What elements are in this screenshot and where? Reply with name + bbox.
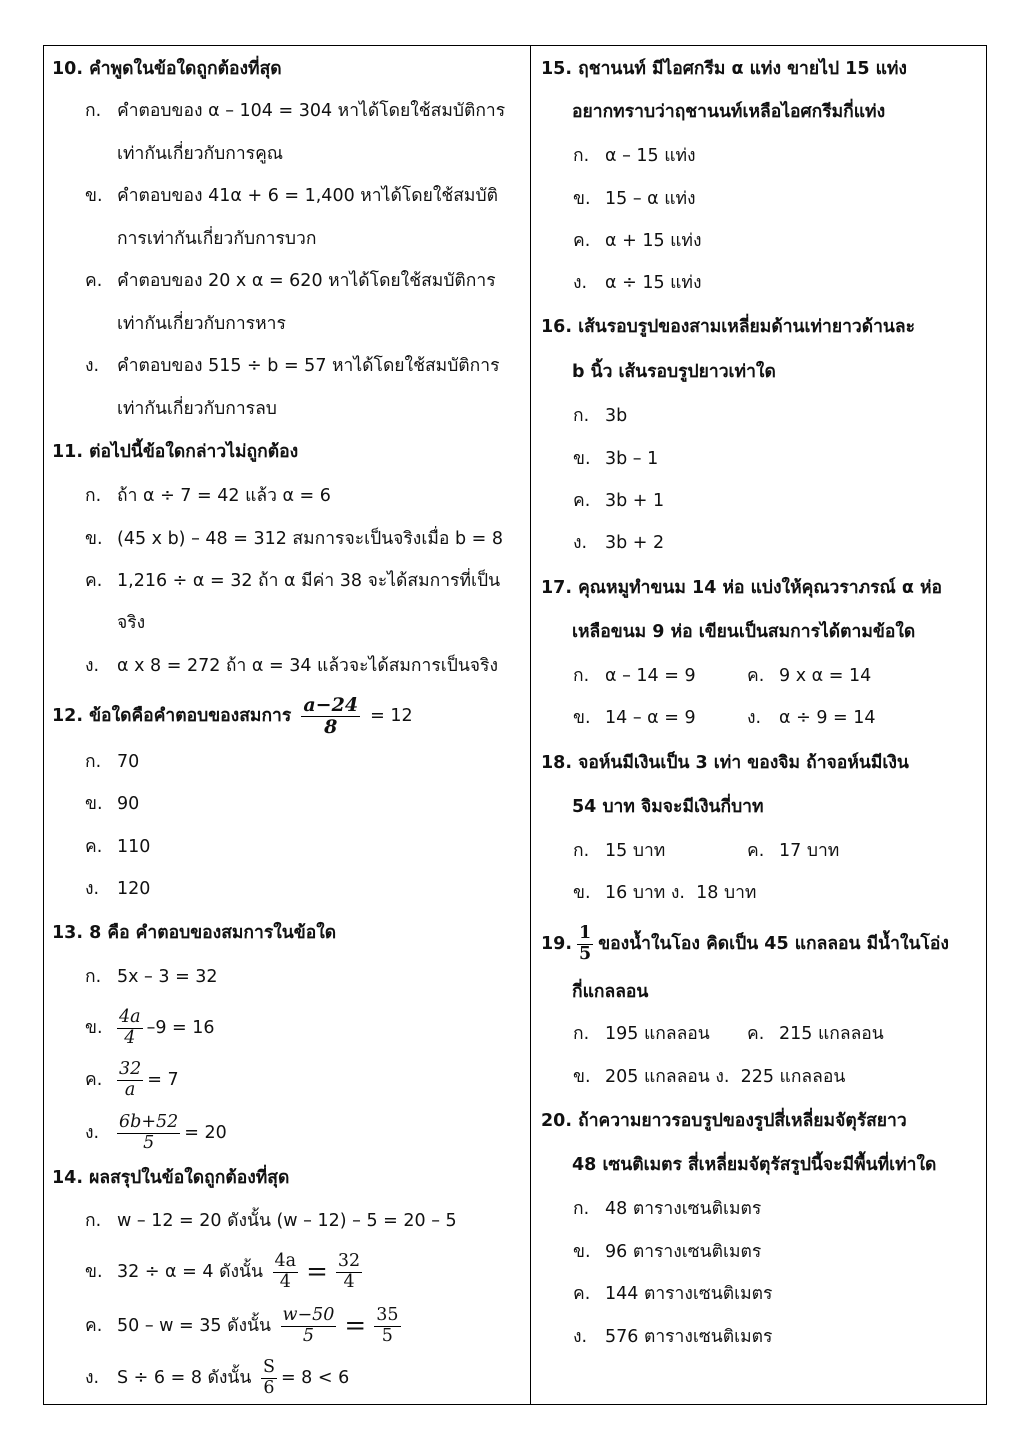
- option-text: α + 15 แท่ง: [605, 231, 702, 251]
- q15-title: 15. ฤชานนท์ มีไอศกรีม α แท่ง ขายไป 15 แท่ง: [541, 59, 907, 79]
- option-label: ง.: [715, 1067, 730, 1087]
- q16-title: 16. เส้นรอบรูปของสามเหลี่ยมด้านเท่ายาวด้านละ: [541, 317, 916, 337]
- q10-option-c-cont: เท่ากันเกี่ยวกับการหาร: [117, 314, 286, 334]
- q11-option-b: [85, 527, 503, 551]
- q12-option-d: [85, 877, 150, 901]
- q12-title: 12. ข้อใดคือคำตอบของสมการ: [52, 706, 292, 726]
- q19-option-b: [573, 1065, 845, 1089]
- option-text: 50 – w = 35 ดังนั้น: [117, 1316, 271, 1336]
- q13-option-d: [85, 1105, 227, 1161]
- option-text: 48 ตารางเซนติเมตร: [605, 1199, 762, 1219]
- q11-option-a: [85, 484, 331, 508]
- option-label: ง.: [573, 533, 588, 553]
- q16-option-c: [573, 489, 664, 513]
- option-text: 17 บาท: [779, 841, 840, 861]
- option-label: ก.: [573, 146, 590, 166]
- fraction-numerator: 32: [119, 1059, 142, 1080]
- fraction-denominator: a: [124, 1079, 136, 1100]
- option-label: ข.: [573, 883, 591, 903]
- option-label: ก.: [85, 752, 102, 772]
- option-text: 14 – α = 9: [605, 708, 696, 728]
- q17-option-d: [747, 706, 876, 730]
- option-text: –9 = 16: [146, 1018, 215, 1038]
- option-text: = 7: [147, 1070, 179, 1090]
- q15-option-b: [573, 187, 696, 211]
- fraction-denominator: 4: [124, 1027, 136, 1048]
- option-text: 120: [117, 879, 151, 899]
- fraction-denominator: 5: [143, 1132, 155, 1153]
- q19-option-a: [573, 1022, 710, 1046]
- option-fraction: [117, 1008, 143, 1048]
- option-text: w – 12 = 20 ดังนั้น (w – 12) – 5 = 20 – 5: [117, 1211, 457, 1231]
- q17-title-cont: เหลือขนม 9 ห่อ เขียนเป็นสมการได้ตามข้อใด: [572, 622, 916, 642]
- option-text: α x 8 = 272 ถ้า α = 34 แล้วจะได้สมการเป็นจริง: [117, 656, 498, 676]
- option-label: ก.: [573, 841, 590, 861]
- fraction-numerator: 1: [579, 923, 592, 944]
- q17-title: 17. คุณหมูทำขนม 14 ห่อ แบ่งให้คุณวราภรณ์ α ห่อ: [541, 578, 943, 598]
- q19-number: 19.: [541, 934, 573, 954]
- option-text: = 20: [184, 1123, 227, 1143]
- option-text: 9 x α = 14: [779, 666, 872, 686]
- fraction-denominator: 5: [302, 1325, 315, 1346]
- option-label: ข.: [85, 529, 103, 549]
- option-label: ง.: [85, 1368, 100, 1388]
- option-text: 5x – 3 = 32: [117, 967, 218, 987]
- q20-option-d: [573, 1325, 772, 1349]
- q10-option-b-cont: การเท่ากันเกี่ยวกับการบวก: [117, 229, 317, 249]
- q16-title-cont: b นิ้ว เส้นรอบรูปยาวเท่าใด: [572, 362, 776, 382]
- option-text: 576 ตารางเซนติเมตร: [605, 1327, 773, 1347]
- q13-option-c: [85, 1052, 179, 1108]
- q10-option-c: [85, 269, 496, 293]
- option-label: ค.: [573, 231, 591, 251]
- q13-option-b: [85, 1000, 215, 1056]
- q14-option-b: [85, 1244, 366, 1300]
- option-text: 18 บาท: [696, 883, 757, 903]
- q19-fraction: [577, 924, 593, 964]
- fraction-denominator: 5: [579, 943, 592, 964]
- option-text: ถ้า α ÷ 7 = 42 แล้ว α = 6: [117, 486, 331, 506]
- q10-option-d-cont: เท่ากันเกี่ยวกับการลบ: [117, 399, 277, 419]
- option-text: S ÷ 6 = 8 ดังนั้น: [117, 1368, 252, 1388]
- option-label: ก.: [85, 967, 102, 987]
- option-fraction: [117, 1060, 143, 1100]
- fraction-numerator: w−50: [282, 1305, 335, 1326]
- option-label: ข.: [573, 449, 591, 469]
- option-text: คำตอบของ α – 104 = 304 หาได้โดยใช้สมบัติการ: [117, 101, 506, 121]
- option-label: ง.: [85, 356, 100, 376]
- q14-option-d: [85, 1352, 349, 1404]
- option-text: α – 15 แท่ง: [605, 146, 696, 166]
- option-text: 32 ÷ α = 4 ดังนั้น: [117, 1262, 263, 1282]
- option-fraction: [273, 1252, 299, 1292]
- q19-title-cont: กี่แกลลอน: [572, 982, 649, 1002]
- q10-title: 10. คำพูดในข้อใดถูกต้องที่สุด: [52, 59, 282, 79]
- q19-title-text: ของน้ำในโอง คิดเป็น 45 แกลลอน มีน้ำในโอ่ง: [598, 934, 949, 954]
- q15-option-c: [573, 229, 702, 253]
- option-label: ข.: [85, 1262, 103, 1282]
- equals-sign: =: [344, 1311, 367, 1341]
- option-label: ค.: [85, 1070, 103, 1090]
- option-label: ข.: [573, 189, 591, 209]
- q18-option-c: [747, 839, 839, 863]
- q18-title: 18. จอห์นมีเงินเป็น 3 เท่า ของจิม ถ้าจอห์นมีเงิน: [541, 753, 909, 773]
- option-text: 205 แกลลอน: [605, 1067, 710, 1087]
- fraction-numerator: a−24: [303, 693, 359, 716]
- fraction-numerator: 32: [337, 1251, 361, 1272]
- option-label: ค.: [747, 841, 765, 861]
- option-label: ง.: [573, 1327, 588, 1347]
- q20-option-a: [573, 1197, 761, 1221]
- q19-title: [541, 916, 949, 972]
- option-label: ค.: [85, 271, 103, 291]
- q16-option-a: [573, 404, 627, 428]
- option-label: ค.: [573, 491, 591, 511]
- option-fraction: [336, 1252, 362, 1292]
- q10-option-b: [85, 184, 498, 208]
- q12-option-a: [85, 750, 139, 774]
- column-divider: [530, 45, 531, 1405]
- q14-option-c: [85, 1298, 405, 1354]
- q11-option-c: [85, 569, 500, 593]
- option-text: 3b + 1: [605, 491, 665, 511]
- option-label: ค.: [573, 1284, 591, 1304]
- option-label: ก.: [85, 101, 102, 121]
- q15-option-d: [573, 271, 702, 295]
- q20-option-c: [573, 1282, 772, 1306]
- option-fraction: [261, 1358, 277, 1398]
- fraction-numerator: S: [262, 1357, 275, 1378]
- fraction-denominator: 8: [324, 715, 338, 738]
- option-text: 15 บาท: [605, 841, 666, 861]
- q12-title-row: [52, 690, 413, 742]
- option-text: α – 14 = 9: [605, 666, 696, 686]
- option-text: 144 ตารางเซนติเมตร: [605, 1284, 773, 1304]
- option-label: ก.: [85, 1211, 102, 1231]
- option-text: 96 ตารางเซนติเมตร: [605, 1242, 762, 1262]
- option-label: ข.: [85, 186, 103, 206]
- option-label: ก.: [573, 406, 590, 426]
- q20-title: 20. ถ้าความยาวรอบรูปของรูปสี่เหลี่ยมจัตุรัสยาว: [541, 1111, 907, 1131]
- option-text: คำตอบของ 20 x α = 620 หาได้โดยใช้สมบัติการ: [117, 271, 496, 291]
- q17-option-b: [573, 706, 696, 730]
- q17-option-a: [573, 664, 696, 688]
- option-text: 16 บาท: [605, 883, 666, 903]
- option-text: คำตอบของ 41α + 6 = 1,400 หาได้โดยใช้สมบัติ: [117, 186, 498, 206]
- q11-option-d: [85, 654, 498, 678]
- option-text: 3b: [605, 406, 628, 426]
- q18-title-cont: 54 บาท จิมจะมีเงินกี่บาท: [572, 797, 764, 817]
- option-text: 110: [117, 837, 151, 857]
- fraction-denominator: 6: [263, 1377, 275, 1398]
- q20-title-cont: 48 เซนติเมตร สี่เหลี่ยมจัตุรัสรูปนี้จะมีพื้นที่เท่าใด: [572, 1155, 937, 1175]
- option-label: ข.: [573, 1067, 591, 1087]
- q11-option-c-cont: จริง: [117, 613, 146, 633]
- option-label: ง.: [85, 879, 100, 899]
- option-label: ข.: [573, 708, 591, 728]
- q16-option-d: [573, 531, 664, 555]
- q15-option-a: [573, 144, 696, 168]
- option-text: α ÷ 15 แท่ง: [605, 273, 702, 293]
- option-label: ค.: [85, 1316, 103, 1336]
- q16-option-b: [573, 447, 658, 471]
- option-text: 215 แกลลอน: [779, 1024, 884, 1044]
- option-label: ง.: [747, 708, 762, 728]
- option-text: 90: [117, 794, 140, 814]
- q12-option-b: [85, 792, 139, 816]
- q12-option-c: [85, 835, 150, 859]
- option-label: ก.: [573, 1024, 590, 1044]
- q15-title-cont: อยากทราบว่าฤชานนท์เหลือไอศกรีมกี่แท่ง: [572, 102, 886, 122]
- q10-option-d: [85, 354, 500, 378]
- option-label: ข.: [85, 794, 103, 814]
- option-text: 15 – α แท่ง: [605, 189, 696, 209]
- fraction-denominator: 4: [279, 1271, 291, 1292]
- option-text: 225 แกลลอน: [740, 1067, 846, 1087]
- option-text: 70: [117, 752, 140, 772]
- option-text: 3b + 2: [605, 533, 665, 553]
- option-text: (45 x b) – 48 = 312 สมการจะเป็นจริงเมื่อ b = 8: [117, 529, 503, 549]
- option-label: ค.: [747, 1024, 765, 1044]
- option-label: ค.: [747, 666, 765, 686]
- q18-option-a: [573, 839, 665, 863]
- option-text: 1,216 ÷ α = 32 ถ้า α มีค่า 38 จะได้สมการที่เป็น: [117, 571, 501, 591]
- q12-rhs: = 12: [370, 706, 413, 726]
- option-text: คำตอบของ 515 ÷ b = 57 หาได้โดยใช้สมบัติการ: [117, 356, 500, 376]
- equals-sign: =: [306, 1257, 328, 1287]
- option-text: = 8 < 6: [280, 1368, 350, 1388]
- option-text: α ÷ 9 = 14: [779, 708, 876, 728]
- option-fraction: [117, 1113, 180, 1153]
- option-label: ข.: [85, 1018, 103, 1038]
- q19-option-c: [747, 1022, 884, 1046]
- option-label: ง.: [85, 656, 100, 676]
- option-label: ก.: [573, 666, 590, 686]
- option-fraction: [281, 1306, 337, 1346]
- q10-option-a-cont: เท่ากันเกี่ยวกับการคูณ: [117, 144, 284, 164]
- q14-title: 14. ผลสรุปในข้อใดถูกต้องที่สุด: [52, 1168, 290, 1188]
- option-label: ก.: [573, 1199, 590, 1219]
- fraction-denominator: 5: [381, 1325, 393, 1346]
- q13-option-a: [85, 965, 218, 989]
- q14-option-a: [85, 1209, 457, 1233]
- option-label: ก.: [85, 486, 102, 506]
- q20-option-b: [573, 1240, 761, 1264]
- q10-option-a: [85, 99, 505, 123]
- fraction-numerator: 35: [376, 1305, 399, 1326]
- q12-fraction: [301, 695, 360, 738]
- q17-option-c: [747, 664, 871, 688]
- option-text: 195 แกลลอน: [605, 1024, 710, 1044]
- fraction-numerator: 4a: [119, 1007, 141, 1028]
- fraction-denominator: 4: [343, 1271, 355, 1292]
- option-label: ค.: [85, 837, 103, 857]
- option-text: 3b – 1: [605, 449, 659, 469]
- option-label: ง.: [670, 883, 685, 903]
- q13-title: 13. 8 คือ คำตอบของสมการในข้อใด: [52, 923, 337, 943]
- option-label: ค.: [85, 571, 103, 591]
- fraction-numerator: 4a: [274, 1251, 297, 1272]
- q11-title: 11. ต่อไปนี้ข้อใดกล่าวไม่ถูกต้อง: [52, 442, 299, 462]
- q18-option-b: [573, 881, 756, 905]
- option-label: ง.: [85, 1123, 100, 1143]
- option-fraction: [374, 1306, 400, 1346]
- option-label: ง.: [573, 273, 588, 293]
- option-label: ข.: [573, 1242, 591, 1262]
- fraction-numerator: 6b+52: [119, 1112, 179, 1133]
